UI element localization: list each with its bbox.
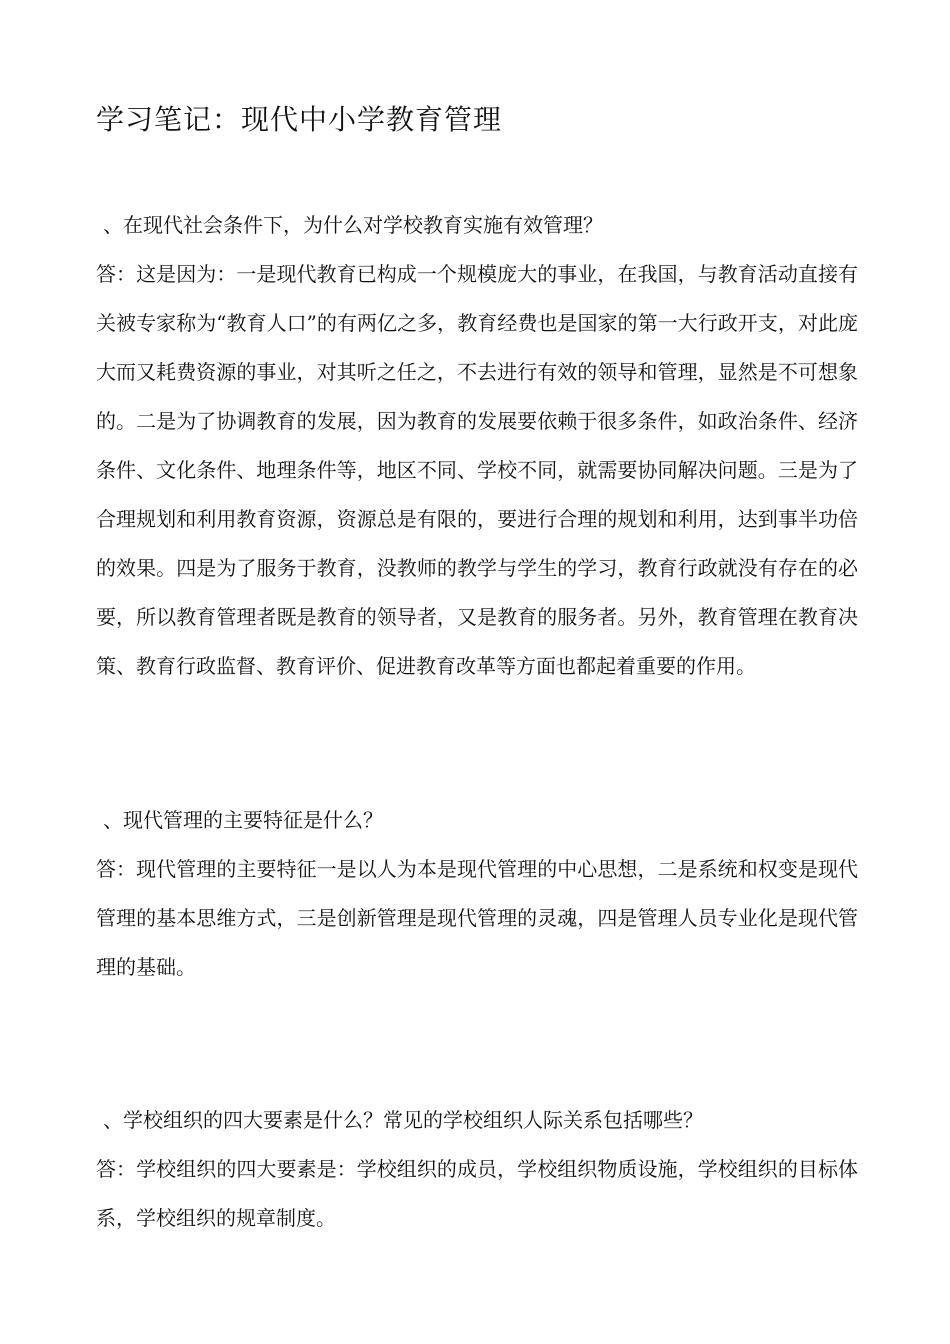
- question-3: 、学校组织的四大要素是什么？常见的学校组织人际关系包括哪些？: [103, 1108, 703, 1132]
- answer-1: 答：这是因为：一是现代教育已构成一个规模庞大的事业，在我国，与教育活动直接有关被专家称为“教育人口”的有两亿之多，教育经费也是国家的第一大行政开支，对此庞大而又耗费资源的事业，对其听之任之，不去进行有效的领导和管理，显然是不可想象的。二是为了协调教育的发展，因为教育的发展要依赖于很多条件，如政治条件、经济条件、文化条件、地理条件等，地区不同、学校不同，就需要协同解决问题。三是为了合理规划和利用教育资源，资源总是有限的，要进行合理的规划和利用，达到事半功倍的效果。四是为了服务于教育，没教师的教学与学生的学习，教育行政就没有存在的必要，所以教育管理者既是教育的领导者，又是教育的服务者。另外，教育管理在教育决策、教育行政监督、教育评价、促进教育改革等方面也都起着重要的作用。: [96, 262, 858, 678]
- qa-section-2: [96, 796, 858, 992]
- question-1: 、在现代社会条件下，为什么对学校教育实施有效管理？: [103, 213, 603, 237]
- document-title: 学习笔记：现代中小学教育管理: [96, 103, 503, 136]
- answer-2: 答：现代管理的主要特征一是以人为本是现代管理的中心思想，二是系统和权变是现代管理的基本思维方式，三是创新管理是现代管理的灵魂，四是管理人员专业化是现代管理的基础。: [96, 857, 858, 979]
- answer-3: 答：学校组织的四大要素是：学校组织的成员，学校组织物质设施，学校组织的目标体系，学校组织的规章制度。: [96, 1157, 858, 1230]
- qa-section-3: [96, 1096, 858, 1243]
- question-2: 、现代管理的主要特征是什么？: [103, 808, 383, 832]
- qa-section-1: [96, 201, 858, 691]
